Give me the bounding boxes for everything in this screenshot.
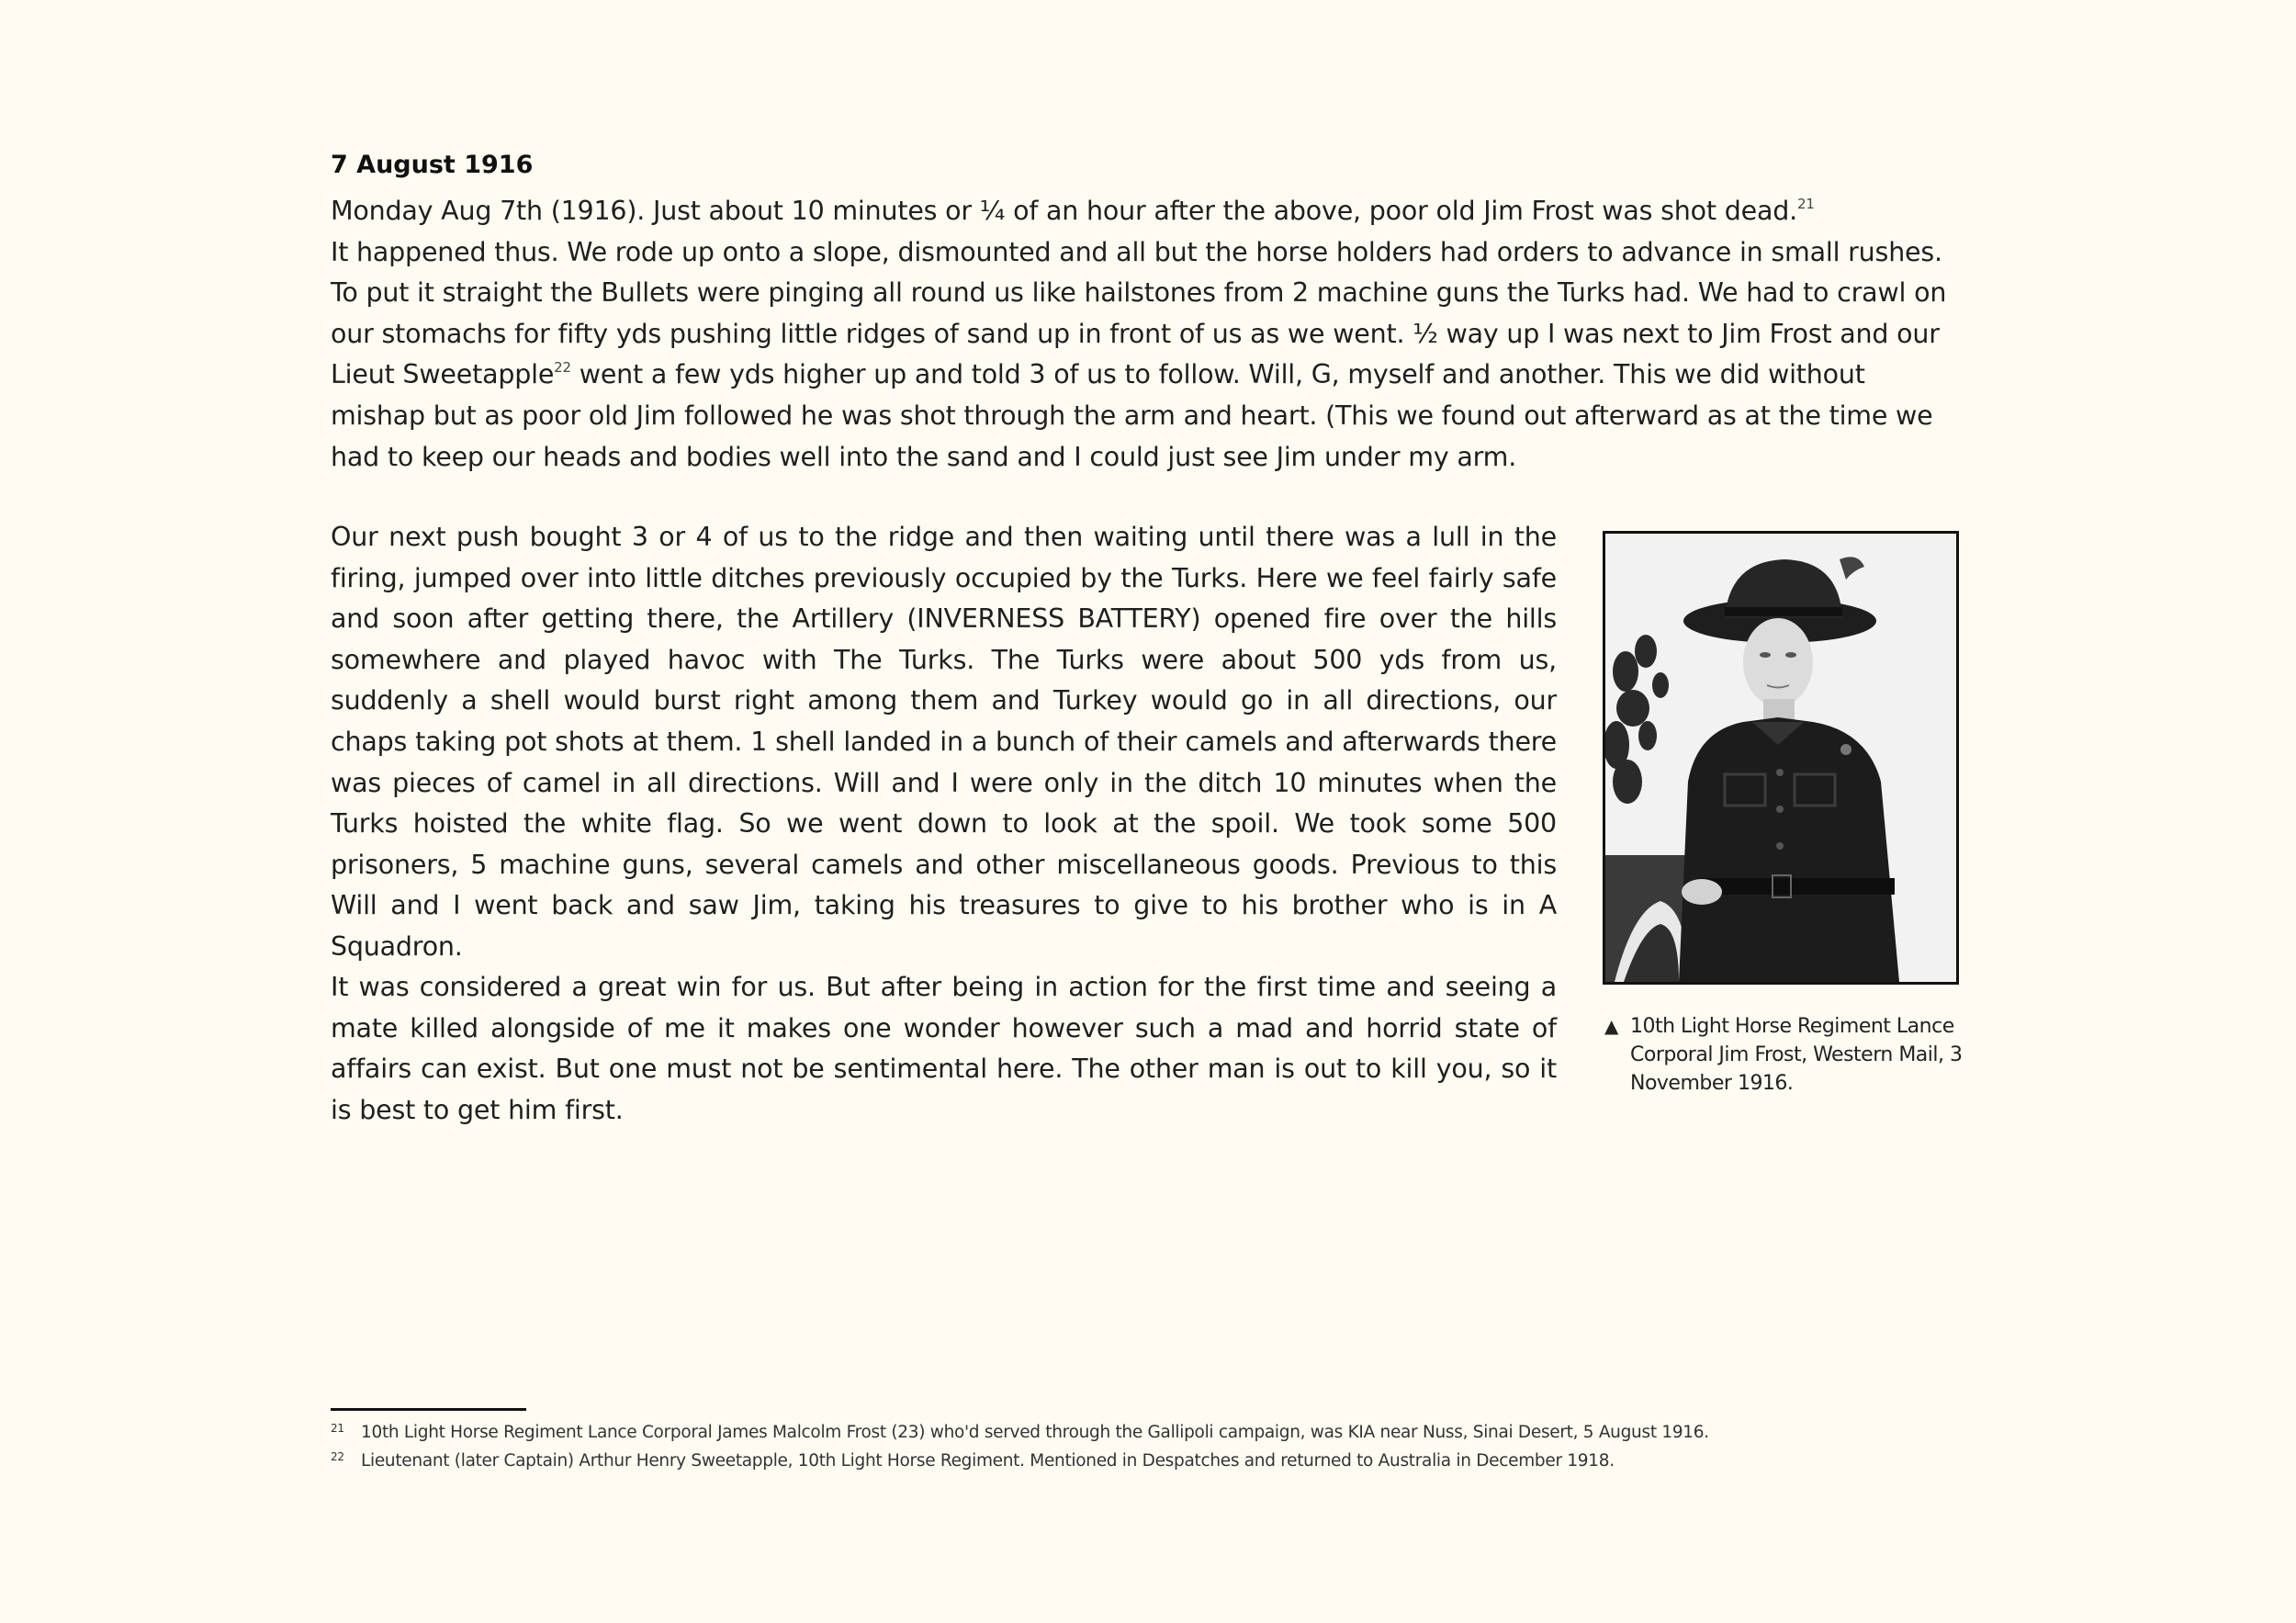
footnote-22 — [331, 1446, 1615, 1472]
section-heading: 7 August 1916 — [331, 151, 534, 179]
paragraph-1-line-1: Monday Aug 7th (1916). Just about 10 minutes or ¼ of an hour after the above, poor old Jim Frost was shot dead. — [331, 196, 1797, 226]
footnote-ref-21[interactable]: 21 — [1796, 196, 1815, 212]
paragraph-1 — [331, 191, 1965, 478]
footnote-text: Lieutenant (later Captain) Arthur Henry Sweetapple, 10th Light Horse Regiment. Mentioned in Despatches and returned to Australia in December 1918. — [361, 1451, 1615, 1471]
photo-caption — [1604, 1012, 1972, 1098]
footnote-divider — [331, 1408, 526, 1411]
footnote-number: 21 — [331, 1422, 344, 1435]
triangle-up-icon: ▲ — [1604, 1015, 1618, 1037]
footnote-number: 22 — [331, 1450, 344, 1463]
soldier-portrait-photo — [1603, 531, 1959, 985]
footnote-ref-22[interactable]: 22 — [554, 359, 571, 377]
paragraph-3: It was considered a great win for us. But after being in action for the first time and seeing a mate killed alongside of me it makes one wonder however such a mad and horrid state of affairs can exist. But one must not be sentimental here. The other man is out to kill you, so it is best to get him first. — [331, 972, 1557, 1125]
footnote-text: 10th Light Horse Regiment Lance Corporal James Malcolm Frost (23) who'd served through the Gallipoli campaign, was KIA near Nuss, Sinai Desert, 5 August 1916. — [361, 1423, 1709, 1442]
caption-text: 10th Light Horse Regiment Lance Corporal Jim Frost, Western Mail, 3 November 1916. — [1630, 1015, 1963, 1095]
paragraph-2: Our next push bought 3 or 4 of us to the ridge and then waiting until there was a lull in the firing, jumped over into little ditches previously occupied by the Turks. Here we feel fairly safe and soon after getting there, the Artillery (INVERNESS BATTERY) opened fire over the hills somewhere and played havoc with The Turks. The Turks were about 500 yds from us, suddenly a shell would burst right among them and Turkey would go in all directions, our chaps taking pot shots at them. 1 shell landed in a bunch of their camels and afterwards there was pieces of camel in all directions. Will and I were only in the ditch 10 minutes when the Turks hoisted the white flag. So we went down to look at the spoil. We took some 500 prisoners, 5 machine guns, several camels and other miscellaneous goods. Previous to this Will and I went back and saw Jim, taking his treasures to give to his brother who is in A Squadron. — [331, 522, 1557, 962]
footnote-21 — [331, 1417, 1709, 1444]
paragraph-1-line-3: went a few yds higher up and told 3 of us to follow. Will, G, myself and another. This we did without mishap but as poor old Jim followed he was shot through the arm and heart. (This we found out afterward as at the time we had to keep our heads and bodies well into the sand and I could just see Jim under my arm. — [331, 359, 1933, 472]
soldier-portrait-illustration — [1605, 534, 1956, 982]
paragraph-1-line-2: It happened thus. We rode up onto a slope, dismounted and all but the horse holders had orders to advance in small rushes. To put it straight the Bullets were pinging all round us like hailstones from 2 machine guns the Turks had. We had to crawl on our stomachs for fifty yds pushing little ridges of sand up in front of us as we went. ½ way up I was next to Jim Frost and our Lieut Sweetapple — [331, 236, 1947, 390]
